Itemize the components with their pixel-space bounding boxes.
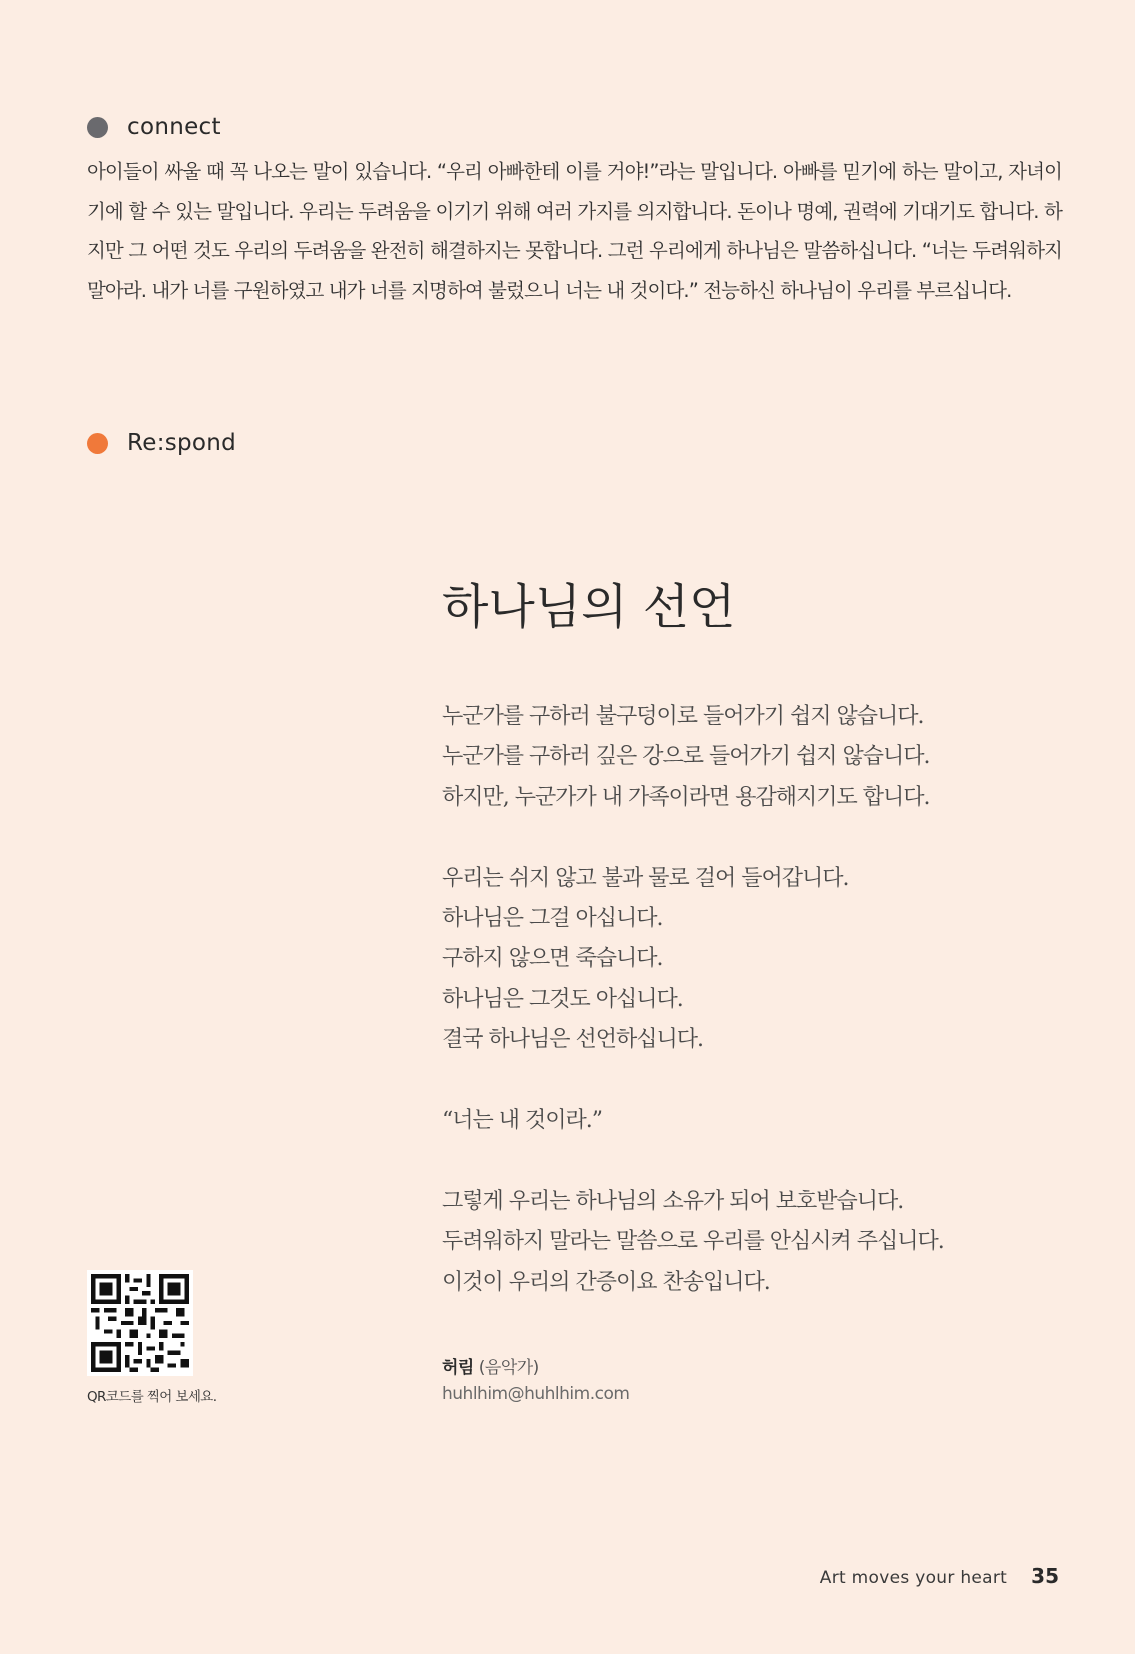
poem-line: 하지만, 누군가가 내 가족이라면 용감해지기도 합니다. — [442, 784, 930, 810]
footer-tagline: Art moves your heart — [819, 1568, 1008, 1588]
author-name: 허림 — [442, 1358, 474, 1378]
author-role: (음악가) — [478, 1358, 539, 1378]
poem-title: 하나님의 선언 — [442, 579, 736, 635]
poem-line: 하나님은 그것도 아십니다. — [442, 986, 683, 1012]
poem-line: 구하지 않으면 죽습니다. — [442, 946, 663, 972]
qr-caption: QR코드를 찍어 보세요. — [87, 1389, 217, 1405]
poem-stanza — [442, 859, 1042, 1061]
bullet-dot-icon — [87, 117, 108, 138]
author-block — [442, 1355, 629, 1407]
poem-line: 누군가를 구하러 깊은 강으로 들어가기 쉽지 않습니다. — [442, 744, 930, 770]
poem-line: “너는 내 것이라.” — [442, 1108, 602, 1134]
poem-body — [442, 697, 1042, 1303]
poem-line: 결국 하나님은 선언하십니다. — [442, 1027, 704, 1053]
page-footer — [820, 1564, 1059, 1588]
poem-stanza — [442, 697, 1042, 818]
page-number: 35 — [1031, 1564, 1059, 1588]
author-email[interactable]: huhlhim@huhlhim.com — [442, 1384, 630, 1404]
poem-line: 두려워하지 말라는 말씀으로 우리를 안심시켜 주십니다. — [442, 1229, 944, 1255]
qr-code[interactable] — [87, 1270, 193, 1376]
respond-title: Re:spond — [127, 430, 237, 456]
qr-code-icon — [87, 1270, 193, 1376]
connect-section-header — [87, 114, 221, 140]
poem-stanza — [442, 1182, 1042, 1303]
connect-title: connect — [127, 114, 221, 140]
poem-stanza — [442, 1101, 1042, 1141]
poem-line: 우리는 쉬지 않고 불과 물로 걸어 들어갑니다. — [442, 865, 849, 891]
respond-section-header — [87, 430, 236, 456]
poem-line: 그렇게 우리는 하나님의 소유가 되어 보호받습니다. — [442, 1188, 904, 1214]
poem-line: 이것이 우리의 간증이요 찬송입니다. — [442, 1269, 770, 1295]
poem-line: 누군가를 구하러 불구덩이로 들어가기 쉽지 않습니다. — [442, 704, 924, 729]
poem-line: 하나님은 그걸 아십니다. — [442, 906, 663, 932]
connect-paragraph: 아이들이 싸울 때 꼭 나오는 말이 있습니다. “우리 아빠한테 이를 거야!”라는 말입니다. 아빠를 믿기에 하는 말이고, 자녀이기에 할 수 있는 말입니다. 우리는 두려움을 이기기 위해 여러 가지를 의지합니다. 돈이나 명예, 권력에 기대기도 합니다. 하지만 그 어떤 것도 우리의 두려움을 완전히 해결하지는 못합니다. 그런 우리에게 하나님은 말씀하십니다. “너는 두려워하지 말아라. 내가 너를 구원하였고 내가 너를 지명하여 불렀으니 너는 내 것이다.” 전능하신 하나님이 우리를 부르십니다. — [87, 160, 1062, 302]
bullet-dot-icon — [87, 433, 108, 454]
